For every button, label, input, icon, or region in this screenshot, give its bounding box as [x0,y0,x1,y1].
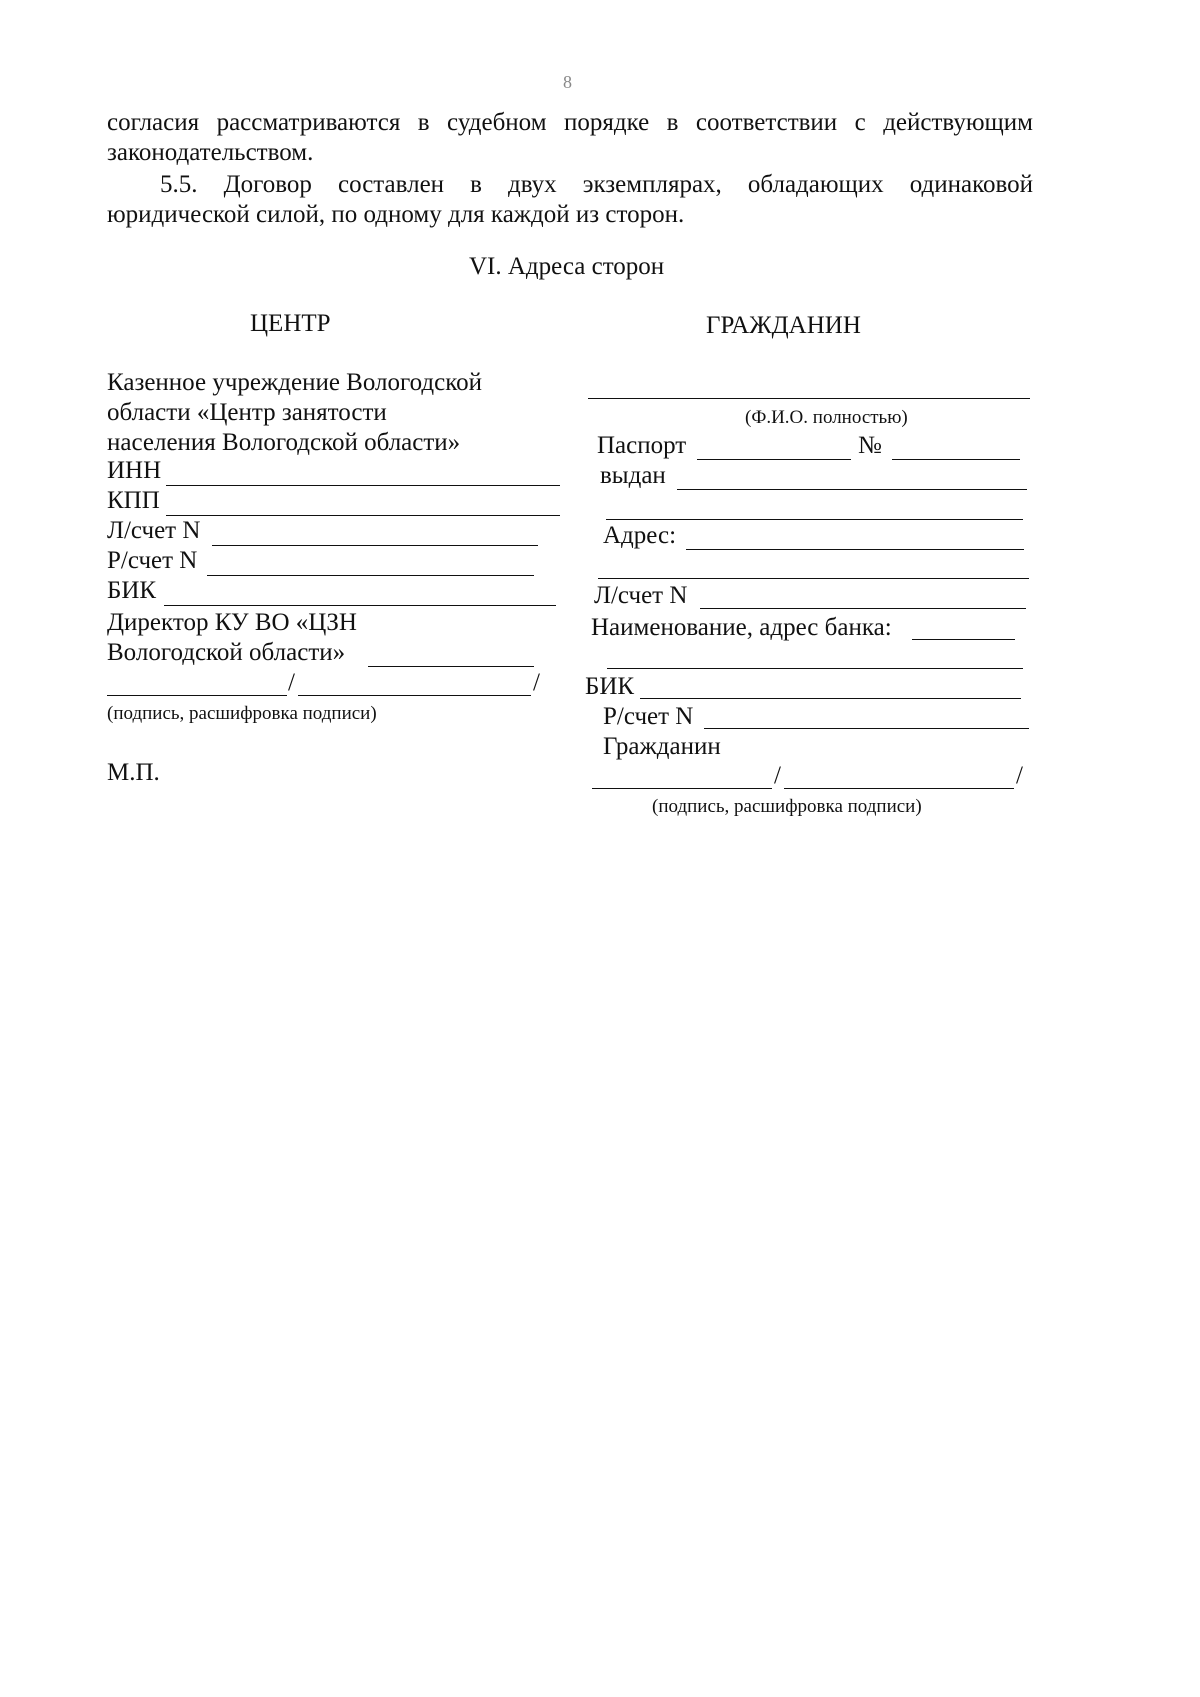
center-rs-label: Р/счет N [107,547,198,574]
citizen-address-field[interactable] [686,549,1024,550]
citizen-signature-slash: / [774,762,781,789]
center-bik-field[interactable] [164,605,556,606]
citizen-bik-field[interactable] [640,698,1021,699]
clause-5-5-continued: юридической силой, по одному для каждой из сторон. [107,201,685,228]
citizen-passport-number-field[interactable] [892,459,1020,460]
clause-5-5: 5.5. Договор составлен в двух экземплярах, обладающих одинаковой [160,171,1033,198]
citizen-issued-label: выдан [600,462,666,489]
page-number: 8 [563,72,572,92]
citizen-passport-number-label: № [858,432,882,459]
center-org-name: Казенное учреждение Вологодской [107,369,482,396]
citizen-issued-field[interactable] [677,489,1027,490]
center-signature-caption: (подпись, расшифровка подписи) [107,703,377,724]
citizen-passport-label: Паспорт [597,432,687,459]
citizen-fio-caption: (Ф.И.О. полностью) [745,407,908,428]
seal-label: М.П. [107,759,160,786]
center-director-label: Директор КУ ВО «ЦЗН [107,609,357,636]
clause-text-line: законодательством. [107,139,314,166]
citizen-label: Гражданин [603,733,721,760]
citizen-address-field-2[interactable] [598,578,1029,579]
citizen-bank-field[interactable] [912,639,1015,640]
center-heading: ЦЕНТР [250,310,331,337]
center-signature-decoding-field[interactable] [298,695,531,696]
citizen-ls-label: Л/счет N [594,582,688,609]
center-kpp-label: КПП [107,487,160,514]
center-director-label: Вологодской области» [107,639,346,666]
citizen-heading: ГРАЖДАНИН [706,312,861,339]
citizen-bank-label: Наименование, адрес банка: [591,614,892,641]
center-signature-slash: / [288,669,295,696]
citizen-signature-decoding-field[interactable] [784,788,1014,789]
citizen-passport-series-field[interactable] [697,459,851,460]
citizen-ls-field[interactable] [700,608,1026,609]
citizen-bank-field-2[interactable] [607,668,1023,669]
clause-text-line: согласия рассматриваются в судебном порядке в соответствии с действующим [107,109,1033,136]
center-kpp-field[interactable] [166,515,560,516]
center-ls-field[interactable] [212,545,538,546]
center-inn-label: ИНН [107,457,162,484]
citizen-rs-label: Р/счет N [603,703,694,730]
center-signature-field[interactable] [107,695,287,696]
center-inn-field[interactable] [166,485,560,486]
center-org-name: области «Центр занятости [107,399,387,426]
center-ls-label: Л/счет N [107,517,201,544]
citizen-signature-field[interactable] [592,788,772,789]
section-title: VI. Адреса сторон [469,253,665,280]
citizen-rs-field[interactable] [704,728,1029,729]
citizen-fio-field[interactable] [588,398,1030,399]
center-bik-label: БИК [107,577,157,604]
center-signature-slash: / [533,669,540,696]
center-director-field[interactable] [368,666,534,667]
center-rs-field[interactable] [207,575,534,576]
citizen-signature-caption: (подпись, расшифровка подписи) [652,796,922,817]
citizen-bik-label: БИК [585,673,635,700]
center-org-name: населения Вологодской области» [107,429,461,456]
citizen-address-label: Адрес: [603,522,677,549]
citizen-signature-slash: / [1016,762,1023,789]
citizen-issued-field-2[interactable] [606,519,1023,520]
